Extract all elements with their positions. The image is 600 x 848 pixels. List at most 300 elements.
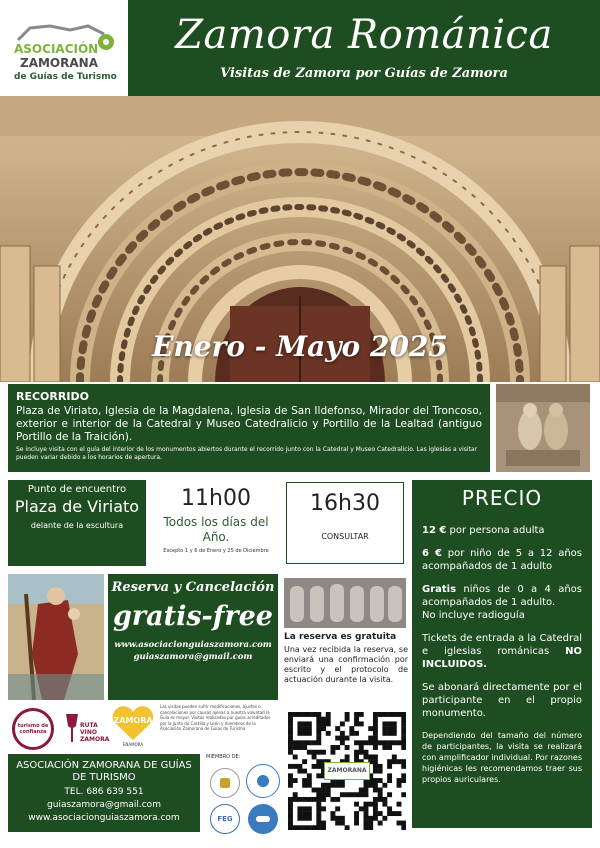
itinerary-heading: RECORRIDO (16, 390, 89, 403)
member-logo-1 (210, 768, 240, 798)
qr-module (302, 797, 307, 802)
price-adult: 12 € por persona adulta (422, 525, 545, 536)
meeting-detail: delante de la escultura (30, 521, 124, 530)
morning-time: 11h00 (181, 486, 251, 511)
morning-exceptions: Excepto 1 y 6 de Enero y 25 de Diciembre (163, 548, 269, 554)
qr-module (288, 717, 293, 722)
qr-module (316, 764, 321, 769)
qr-module (373, 754, 378, 759)
qr-module (297, 726, 302, 731)
qr-module (288, 816, 293, 821)
qr-module (326, 783, 331, 788)
qr-module (302, 783, 307, 788)
qr-module (316, 750, 321, 755)
qr-module (297, 731, 302, 736)
qr-module (387, 778, 392, 783)
qr-module (288, 726, 293, 731)
qr-module (321, 797, 326, 802)
sculpture-photo (496, 384, 590, 472)
logo-line-1: ASOCIACIÓN (14, 42, 99, 56)
qr-module (387, 764, 392, 769)
qr-module (288, 750, 293, 755)
qr-module (307, 740, 312, 745)
qr-module (387, 773, 392, 778)
qr-module (302, 712, 307, 717)
booking-email-link[interactable]: guiaszamora@gmail.com (133, 652, 253, 662)
price-tickets: Tickets de entrada a la Catedral e iglesias románicas NO INCLUIDOS. (422, 633, 582, 670)
qr-module (354, 754, 359, 759)
qr-module (326, 721, 331, 726)
itinerary-note: Se incluye visita con el guía del interior de los monumentos abiertos durante el recorrido junto con la Catedral y Museo Catedralicio. Las iglesias a visitar pueden variar debido a los horarios de apertura. (16, 446, 478, 461)
qr-module (330, 816, 335, 821)
qr-module (293, 754, 298, 759)
qr-module (373, 740, 378, 745)
afternoon-schedule (286, 482, 404, 564)
qr-module (307, 811, 312, 816)
qr-module (392, 740, 397, 745)
qr-module (378, 792, 383, 797)
qr-module (288, 773, 293, 778)
qr-module (321, 792, 326, 797)
qr-module (364, 754, 369, 759)
qr-module (359, 750, 364, 755)
qr-module (387, 811, 392, 816)
qr-module (373, 769, 378, 774)
qr-module (340, 731, 345, 736)
qr-module (326, 731, 331, 736)
qr-module (340, 821, 345, 826)
qr-module (387, 740, 392, 745)
qr-module (392, 712, 397, 717)
qr-module (312, 754, 317, 759)
qr-module (340, 736, 345, 741)
qr-module (382, 783, 387, 788)
meeting-label: Punto de encuentro (27, 484, 127, 495)
painting-illustration (8, 574, 104, 700)
qr-module (359, 740, 364, 745)
qr-module (288, 806, 293, 811)
qr-module (297, 816, 302, 821)
qr-module (316, 806, 321, 811)
qr-module (312, 750, 317, 755)
qr-module (364, 788, 369, 793)
qr-module (302, 721, 307, 726)
qr-module (288, 797, 293, 802)
qr-module (354, 816, 359, 821)
qr-module (387, 745, 392, 750)
qr-module (387, 806, 392, 811)
qr-module (382, 731, 387, 736)
qr-module (316, 788, 321, 793)
morning-schedule (150, 480, 282, 566)
qr-module (312, 788, 317, 793)
qr-module (307, 750, 312, 755)
qr-module (387, 721, 392, 726)
association-logo (0, 0, 128, 96)
qr-module (288, 783, 293, 788)
qr-module (340, 816, 345, 821)
qr-module (378, 740, 383, 745)
qr-module (297, 806, 302, 811)
qr-module (359, 792, 364, 797)
qr-module (335, 783, 340, 788)
meeting-place: Plaza de Viriato (14, 497, 140, 516)
qr-module (316, 726, 321, 731)
zamora-enamora-logo: ZAMORA ENAMORA (110, 704, 156, 750)
qr-module (401, 745, 406, 750)
qr-module (312, 712, 317, 717)
qr-module (401, 792, 406, 797)
qr-module (321, 788, 326, 793)
qr-module (326, 717, 331, 722)
qr-module (401, 764, 406, 769)
qr-module (373, 736, 378, 741)
qr-module (392, 726, 397, 731)
qr-module (397, 783, 402, 788)
price-child: 6 € por niño de 5 a 12 años acompañados de 1 adulto (422, 548, 582, 572)
qr-module (378, 778, 383, 783)
qr-module (321, 783, 326, 788)
qr-module (382, 802, 387, 807)
qr-module (288, 745, 293, 750)
qr-module (349, 726, 354, 731)
qr-module (397, 712, 402, 717)
qr-module (397, 802, 402, 807)
qr-module (401, 773, 406, 778)
qr-module (401, 736, 406, 741)
qr-module (359, 745, 364, 750)
qr-module (378, 821, 383, 826)
qr-module (345, 754, 350, 759)
qr-module (316, 797, 321, 802)
qr-module (364, 821, 369, 826)
qr-module (302, 769, 307, 774)
qr-module (288, 736, 293, 741)
qr-module (354, 721, 359, 726)
qr-module (364, 783, 369, 788)
qr-module (293, 764, 298, 769)
qr-module (302, 731, 307, 736)
free-booking-info (284, 632, 408, 685)
price-free: Gratis niños de 0 a 4 años acompañados de 1 adulto. No incluye radioguía (422, 584, 582, 621)
qr-module (293, 712, 298, 717)
qr-module (354, 821, 359, 826)
qr-module (321, 806, 326, 811)
qr-module (382, 721, 387, 726)
qr-module (307, 816, 312, 821)
qr-module (382, 712, 387, 717)
qr-module (373, 811, 378, 816)
wine-route-logo: RUTA VINO ZAMORA (60, 708, 108, 750)
qr-module (302, 745, 307, 750)
qr-module (373, 731, 378, 736)
qr-module (321, 721, 326, 726)
qr-module (345, 736, 350, 741)
qr-module (373, 745, 378, 750)
qr-module (359, 712, 364, 717)
qr-module (378, 811, 383, 816)
qr-module (359, 806, 364, 811)
qr-module (373, 759, 378, 764)
qr-module (307, 783, 312, 788)
qr-module (302, 778, 307, 783)
hygiene-note: Dependiendo del tamaño del número de participantes, la visita se realizará con amplificador individual. Por razones higiénicas les recomendamos traer sus propios auriculares. (422, 731, 582, 784)
trust-tourism-badge: turismo de confianza (12, 708, 54, 750)
itinerary-box (8, 384, 490, 472)
qr-module (364, 825, 369, 830)
qr-module (335, 726, 340, 731)
qr-module (392, 759, 397, 764)
qr-module (345, 745, 350, 750)
afternoon-time: 16h30 (310, 491, 380, 516)
qr-center-logo: ZAMORANA (324, 762, 370, 780)
itinerary-text: Plaza de Viriato, Iglesia de la Magdalena, Iglesia de San Ildefonso, Mirador del Troncoso, exterior e interior de la Catedral y Museo Catedralicio y Portillo de la Lealtad (antiguo Portillo de la Traición). (16, 405, 482, 443)
member-of-label: MIEMBRO DE: (206, 754, 241, 760)
booking-title: Reserva y Cancelación (111, 580, 275, 595)
qr-module (359, 788, 364, 793)
price-payment: Se abonará directamente por el participante en el propio monumento. (422, 682, 582, 719)
qr-module (288, 802, 293, 807)
qr-module (293, 792, 298, 797)
qr-module (302, 726, 307, 731)
qr-module (340, 721, 345, 726)
contact-web-link[interactable]: www.asociacionguiaszamora.com (28, 813, 180, 823)
qr-module (364, 806, 369, 811)
qr-module (302, 825, 307, 830)
qr-module (373, 806, 378, 811)
qr-module (307, 726, 312, 731)
qr-module (397, 811, 402, 816)
radioguide-note: No incluye radioguía (422, 610, 525, 621)
qr-module (373, 712, 378, 717)
qr-module (321, 717, 326, 722)
qr-module (312, 797, 317, 802)
qr-module (364, 792, 369, 797)
qr-module (368, 816, 373, 821)
qr-module (354, 750, 359, 755)
qr-module (373, 797, 378, 802)
qr-module (316, 773, 321, 778)
qr-module (368, 821, 373, 826)
contact-box (8, 754, 200, 832)
qr-code[interactable] (288, 712, 406, 830)
qr-module (288, 721, 293, 726)
qr-module (345, 712, 350, 717)
qr-module (401, 778, 406, 783)
qr-module (288, 764, 293, 769)
qr-module (382, 797, 387, 802)
qr-module (307, 797, 312, 802)
qr-module (321, 825, 326, 830)
qr-module (326, 788, 331, 793)
saint-christopher-painting (8, 574, 104, 700)
qr-module (316, 731, 321, 736)
qr-module (316, 736, 321, 741)
qr-module (349, 792, 354, 797)
qr-module (316, 802, 321, 807)
qr-module (312, 740, 317, 745)
qr-module (316, 740, 321, 745)
qr-module (354, 802, 359, 807)
qr-module (312, 825, 317, 830)
qr-module (397, 759, 402, 764)
contact-email-link[interactable]: guiaszamora@gmail.com (47, 800, 161, 810)
disclaimer-text: Las visitas pueden sufrir modificaciones, ajustes o cancelaciones por causas ajenas a nuestra voluntad la Guía es mayor. Visitas realizadas por guías acreditados por la Junta de Castilla y León y miembros de la Asociación Zamorana de Guías de Turismo (160, 704, 271, 731)
qr-module (354, 792, 359, 797)
qr-module (364, 740, 369, 745)
qr-module (368, 754, 373, 759)
logo-line-3: de Guías de Turismo (14, 72, 117, 82)
qr-module (359, 721, 364, 726)
qr-module (288, 811, 293, 816)
free-booking-title: La reserva es gratuita (284, 632, 397, 642)
qr-module (288, 731, 293, 736)
member-logo-4 (248, 804, 278, 834)
qr-module (316, 792, 321, 797)
qr-module (354, 811, 359, 816)
season-dates: Enero - Mayo 2025 (152, 330, 448, 363)
qr-module (297, 740, 302, 745)
qr-module (293, 825, 298, 830)
qr-module (368, 825, 373, 830)
qr-module (293, 745, 298, 750)
qr-module (307, 731, 312, 736)
qr-module (302, 740, 307, 745)
header-banner (128, 0, 600, 96)
qr-module (297, 825, 302, 830)
qr-module (316, 759, 321, 764)
qr-module (368, 726, 373, 731)
page-title: Zamora Románica (175, 12, 553, 58)
qr-module (316, 811, 321, 816)
qr-module (401, 821, 406, 826)
qr-module (368, 740, 373, 745)
qr-module (293, 797, 298, 802)
qr-module (378, 769, 383, 774)
qr-module (307, 806, 312, 811)
qr-module (297, 745, 302, 750)
qr-module (373, 721, 378, 726)
qr-module (335, 816, 340, 821)
feg-logo: FEG (210, 804, 240, 834)
qr-module (373, 717, 378, 722)
qr-module (345, 717, 350, 722)
free-booking-text: Una vez recibida la reserva, se enviará una confirmación por escrito y el protocolo de actuación durante la visita. (284, 645, 408, 684)
qr-module (373, 764, 378, 769)
qr-module (368, 783, 373, 788)
qr-module (302, 806, 307, 811)
qr-module (345, 825, 350, 830)
qr-module (335, 806, 340, 811)
price-heading: PRECIO (461, 486, 543, 510)
qr-module (307, 721, 312, 726)
qr-module (302, 816, 307, 821)
morning-days: Todos los días del Año. (163, 515, 269, 544)
price-box (412, 480, 592, 828)
qr-module (330, 797, 335, 802)
qr-module (297, 764, 302, 769)
qr-module (288, 740, 293, 745)
qr-module (397, 821, 402, 826)
qr-module (378, 788, 383, 793)
booking-box (108, 574, 278, 700)
qr-module (335, 797, 340, 802)
qr-module (288, 821, 293, 826)
qr-module (401, 726, 406, 731)
qr-module (302, 759, 307, 764)
qr-module (340, 792, 345, 797)
qr-module (364, 811, 369, 816)
qr-module (392, 811, 397, 816)
logo-line-2: ZAMORANA (20, 56, 98, 70)
qr-module (368, 736, 373, 741)
qr-module (392, 754, 397, 759)
qr-module (373, 783, 378, 788)
qr-module (401, 740, 406, 745)
qr-module (288, 825, 293, 830)
qr-module (387, 792, 392, 797)
qr-module (378, 797, 383, 802)
qr-module (392, 731, 397, 736)
qr-module (316, 825, 321, 830)
qr-module (330, 811, 335, 816)
qr-module (297, 769, 302, 774)
member-logo-2 (246, 764, 280, 798)
qr-module (373, 816, 378, 821)
qr-module (378, 712, 383, 717)
qr-module (316, 816, 321, 821)
qr-module (382, 740, 387, 745)
qr-module (297, 797, 302, 802)
page-subtitle: Visitas de Zamora por Guías de Zamora (220, 66, 508, 81)
qr-module (321, 750, 326, 755)
qr-module (302, 811, 307, 816)
relief-sculpture-photo (284, 578, 406, 628)
qr-module (392, 721, 397, 726)
qr-module (288, 778, 293, 783)
qr-module (401, 759, 406, 764)
qr-module (340, 740, 345, 745)
qr-module (387, 726, 392, 731)
qr-module (401, 712, 406, 717)
qr-module (354, 717, 359, 722)
qr-module (373, 802, 378, 807)
qr-module (364, 802, 369, 807)
qr-module (321, 821, 326, 826)
qr-module (297, 811, 302, 816)
sculpture-illustration (496, 384, 590, 472)
qr-module (326, 712, 331, 717)
qr-module (373, 778, 378, 783)
qr-module (335, 736, 340, 741)
qr-module (335, 821, 340, 826)
qr-module (364, 816, 369, 821)
qr-module (397, 740, 402, 745)
booking-web-link[interactable]: www.asociacionguiaszamora.com (114, 640, 272, 650)
qr-module (316, 721, 321, 726)
qr-module (364, 750, 369, 755)
qr-module (373, 788, 378, 793)
qr-module (401, 721, 406, 726)
hero-photo-cathedral-portal (0, 96, 600, 382)
qr-module (312, 764, 317, 769)
qr-module (293, 778, 298, 783)
qr-module (316, 717, 321, 722)
qr-module (354, 712, 359, 717)
meeting-point-box (8, 480, 146, 566)
qr-module (326, 792, 331, 797)
qr-module (340, 783, 345, 788)
